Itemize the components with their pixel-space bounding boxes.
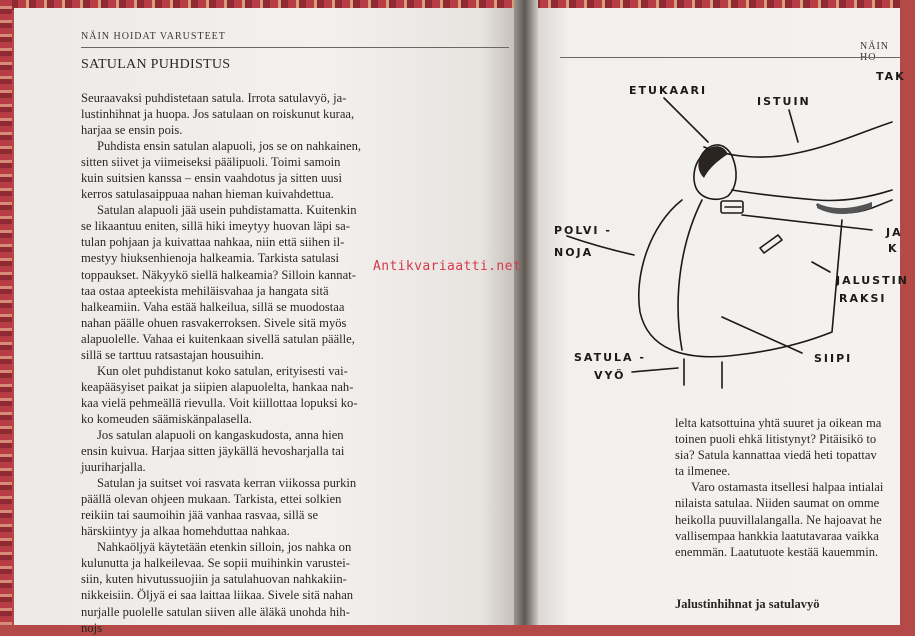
text-line: toinen puoli ehkä litistynyt? Pitäisikö to bbox=[675, 432, 877, 447]
saddle-knee-roll bbox=[678, 200, 702, 350]
text-line: nahan päälle ohuen rasvakerroksen. Sivele sitä myös bbox=[81, 315, 347, 330]
label-jalustinraksi-2: RAKSI bbox=[839, 292, 887, 305]
text-line: siin, kuten hivutussuojiin ja satulahuovan nahkakiin- bbox=[81, 572, 347, 587]
right-body-text bbox=[675, 415, 915, 560]
label-etukaari: ETUKAARI bbox=[629, 84, 708, 97]
text-line: vallisempaa hankkia laatutavaraa vaikka bbox=[675, 528, 879, 543]
text-line: heikolla puuvillalangalla. Ne hajoavat he bbox=[675, 512, 882, 527]
text-line: nikkeisiin. Öljyä ei saa laittaa liikaa. Sivele sitä nahan bbox=[81, 588, 354, 603]
text-line: juuriharjalla. bbox=[81, 460, 146, 475]
text-line: keapääsyiset paikat ja siipien alapuolelta, hankaa nah- bbox=[81, 379, 354, 394]
header-rule-left bbox=[81, 47, 509, 48]
section-title: SATULAN PUHDISTUS bbox=[81, 57, 231, 72]
text-line: sia? Satula kannattaa viedä heti topattav bbox=[675, 448, 877, 463]
text-line: se likaantuu eniten, sillä hiki imeytyy huovan läpi sa- bbox=[81, 219, 350, 234]
running-head-left: NÄIN HOIDAT VARUSTEET bbox=[81, 31, 226, 42]
label-takakaari: TAK bbox=[876, 70, 906, 83]
text-line: Satulan ja suitset voi rasvata kerran viikossa purkin bbox=[97, 476, 357, 491]
label-siipi: SIIPI bbox=[814, 352, 853, 365]
text-line: sillä se tarttuu ratsastajan housuihin. bbox=[81, 347, 264, 362]
text-line: lustinhihnat ja huopa. Jos satulaan on roiskunut kuraa, bbox=[81, 107, 355, 122]
text-line: sitten siivet ja viimeiseksi päälipuoli. Toimi samoin bbox=[81, 155, 341, 170]
text-line: päällä olevan ohjeen mukaan. Tarkista, ettei solkien bbox=[81, 492, 342, 507]
text-line: kulunutta ja halkeilevaa. Se sopii muihinkin varustei- bbox=[81, 556, 350, 571]
text-line: nilaista satulaa. Niiden saumat on omme bbox=[675, 496, 880, 511]
label-jalustinraksi-1: JALUSTIN bbox=[836, 274, 909, 287]
text-line: reikiin tai saumoihin jää vanhaa rasvaa, sillä se bbox=[81, 508, 319, 523]
text-line: härskiintyy ja alkaa homehduttaa nahkaa. bbox=[81, 524, 290, 539]
text-line: Nahkaöljyä käytetään etenkin silloin, jos nahka on bbox=[97, 540, 352, 555]
running-head-right: NÄIN bbox=[860, 41, 889, 52]
left-body-text bbox=[81, 90, 387, 636]
watermark: Antikvariaatti.net bbox=[373, 259, 522, 274]
book-left-edge bbox=[0, 0, 12, 625]
text-line: Jos satulan alapuoli on kangaskudosta, anna hien bbox=[97, 427, 344, 442]
text-line: Kun olet puhdistanut koko satulan, erityisesti vai- bbox=[97, 363, 348, 378]
label-polvinoja-1: POLVI - bbox=[554, 224, 612, 237]
text-line: kaa vielä pehmeällä rievulla. Voit kiillottaa lopuksi ko- bbox=[81, 395, 358, 410]
text-line: kerros satulasaippuaa nahan hieman kuivahdettua. bbox=[81, 187, 334, 202]
subheading: Jalustinhihnat ja satulavyö bbox=[675, 597, 820, 611]
text-line: ko komeuden säämiskänpalasella. bbox=[81, 411, 253, 426]
text-line: lelta katsottuina yhtä suuret ja oikean ma bbox=[675, 416, 882, 430]
label-jalustin-2: K bbox=[888, 242, 899, 255]
text-line: halkeamiin. Vaha estää halkeilua, sillä se muodostaa bbox=[81, 299, 345, 314]
text-line: taa ostaa apteekista mehiläisvahaa ja hangata sitä bbox=[81, 283, 329, 298]
text-line: Satulan alapuoli jää usein puhdistamatta. Kuitenkin bbox=[97, 203, 357, 218]
label-istuin: ISTUIN bbox=[757, 95, 811, 108]
saddle-seat-underside bbox=[732, 190, 892, 201]
text-line: kuin suitsien kanssa – ensin vaahdotus ja sitten uusi bbox=[81, 171, 342, 186]
text-line: tulan pohjaan ja kuivattaa nahkaa, niin että siihen il- bbox=[81, 235, 345, 250]
label-satulavyo-2: VYÖ bbox=[594, 369, 626, 382]
stirrup-leather-keeper bbox=[760, 235, 782, 253]
label-polvinoja-2: NOJA bbox=[554, 246, 594, 259]
text-line: nurjalle puolelle satulan siiven alle äläkä unohda hih- bbox=[81, 604, 350, 619]
text-line: mestyy hiuksenhienoja halkeamia. Tarkista satulasi bbox=[81, 251, 340, 266]
text-line: nojs bbox=[81, 620, 102, 635]
text-line: toppaukset. Näkyykö siellä halkeamia? Silloin kannat- bbox=[81, 267, 356, 282]
text-line: Puhdista ensin satulan alapuoli, jos se on nahkainen, bbox=[97, 139, 362, 154]
text-line: Seuraavaksi puhdistetaan satula. Irrota satulavyö, ja- bbox=[81, 91, 347, 105]
label-satulavyo-1: SATULA - bbox=[574, 351, 646, 364]
text-line: enemmän. Laatutuote kestää kauemmin. bbox=[675, 544, 879, 559]
saddle-diagram bbox=[532, 50, 909, 395]
text-line: ensin kuivua. Harjaa sitten jäykällä hevosharjalla tai bbox=[81, 444, 345, 459]
text-line: alapuolelle. Vahaa ei kuitenkaan sivellä satulan päälle, bbox=[81, 331, 355, 346]
text-line: harjaa se ensin pois. bbox=[81, 123, 183, 138]
text-line: ta ilmenee. bbox=[675, 464, 731, 479]
text-line: Varo ostamasta itsellesi halpaa intialai bbox=[691, 480, 884, 495]
label-jalustin-1: JA bbox=[886, 226, 903, 239]
